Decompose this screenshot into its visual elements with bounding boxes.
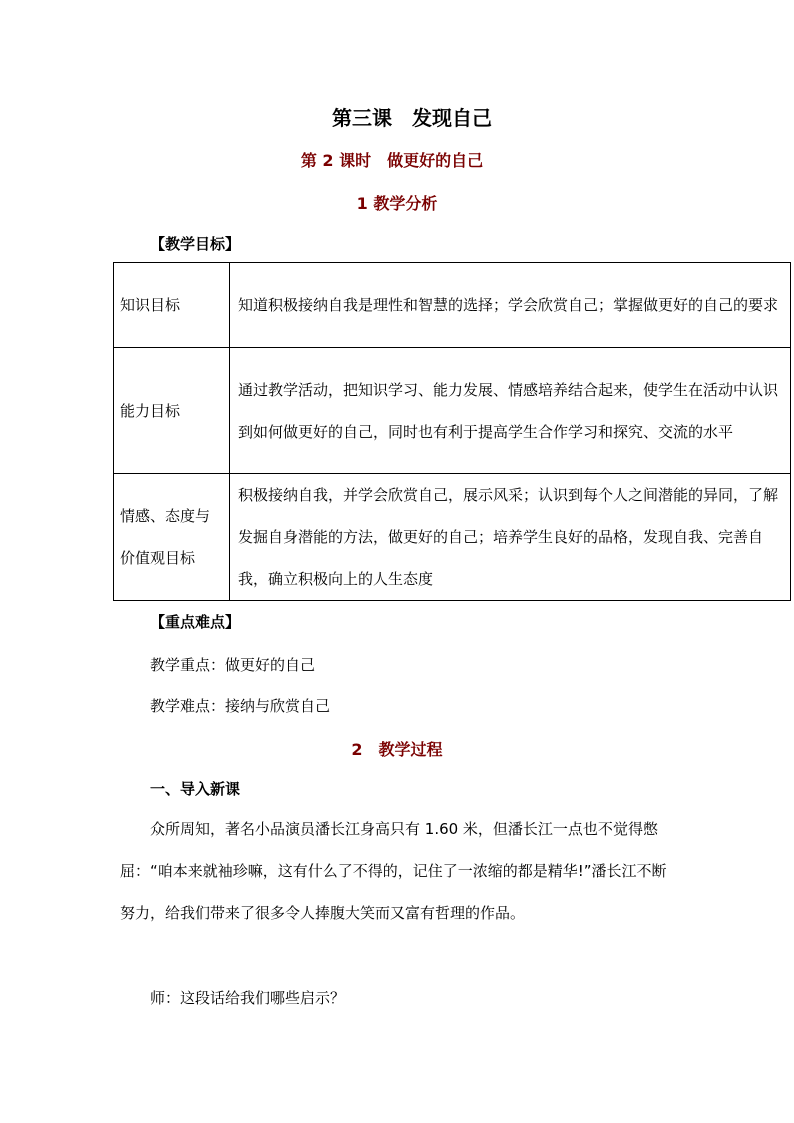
key-points-heading: 【重点难点】 (150, 613, 241, 631)
goal-content: 通过教学活动，把知识学习、能力发展、情感培养结合起来，使学生在活动中认识到如何做更好的自己，同时也有利于提高学生合作学习和探究、交流的水平 (230, 348, 791, 474)
lesson-title: 第三课 发现自己 (332, 106, 492, 130)
difficult-point: 教学难点：接纳与欣赏自己 (150, 697, 331, 715)
teacher-question: 师：这段话给我们哪些启示？ (150, 989, 346, 1007)
lesson-subtitle: 第 2 课时 做更好的自己 (300, 151, 484, 170)
goals-table (113, 262, 791, 601)
intro-heading: 一、导入新课 (150, 780, 241, 798)
section-heading-process: 2 教学过程 (351, 740, 443, 759)
table-row (114, 348, 791, 474)
goal-content: 知道积极接纳自我是理性和智慧的选择；学会欣赏自己；掌握做更好的自己的要求 (230, 263, 791, 348)
goal-label: 情感、态度与价值观目标 (114, 474, 230, 601)
goal-label: 能力目标 (114, 348, 230, 474)
section-heading-analysis: 1 教学分析 (356, 194, 438, 213)
intro-paragraph: 众所周知，著名小品演员潘长江身高只有 1.60 米，但潘长江一点也不觉得憋屈：“咱本来就袖珍嘛，这有什么了不得的，记住了一浓缩的都是精华!”潘长江不断努力，给我们带来了很多令人捧腹大笑而又富有哲理的作品。 (120, 820, 667, 922)
goals-heading: 【教学目标】 (150, 235, 241, 253)
table-row (114, 263, 791, 348)
goal-label: 知识目标 (114, 263, 230, 348)
goal-content: 积极接纳自我，并学会欣赏自己，展示风采；认识到每个人之间潜能的异同，了解发掘自身潜能的方法，做更好的自己；培养学生良好的品格，发现自我、完善自我，确立积极向上的人生态度 (230, 474, 791, 601)
table-row (114, 474, 791, 601)
key-point: 教学重点：做更好的自己 (150, 656, 316, 674)
